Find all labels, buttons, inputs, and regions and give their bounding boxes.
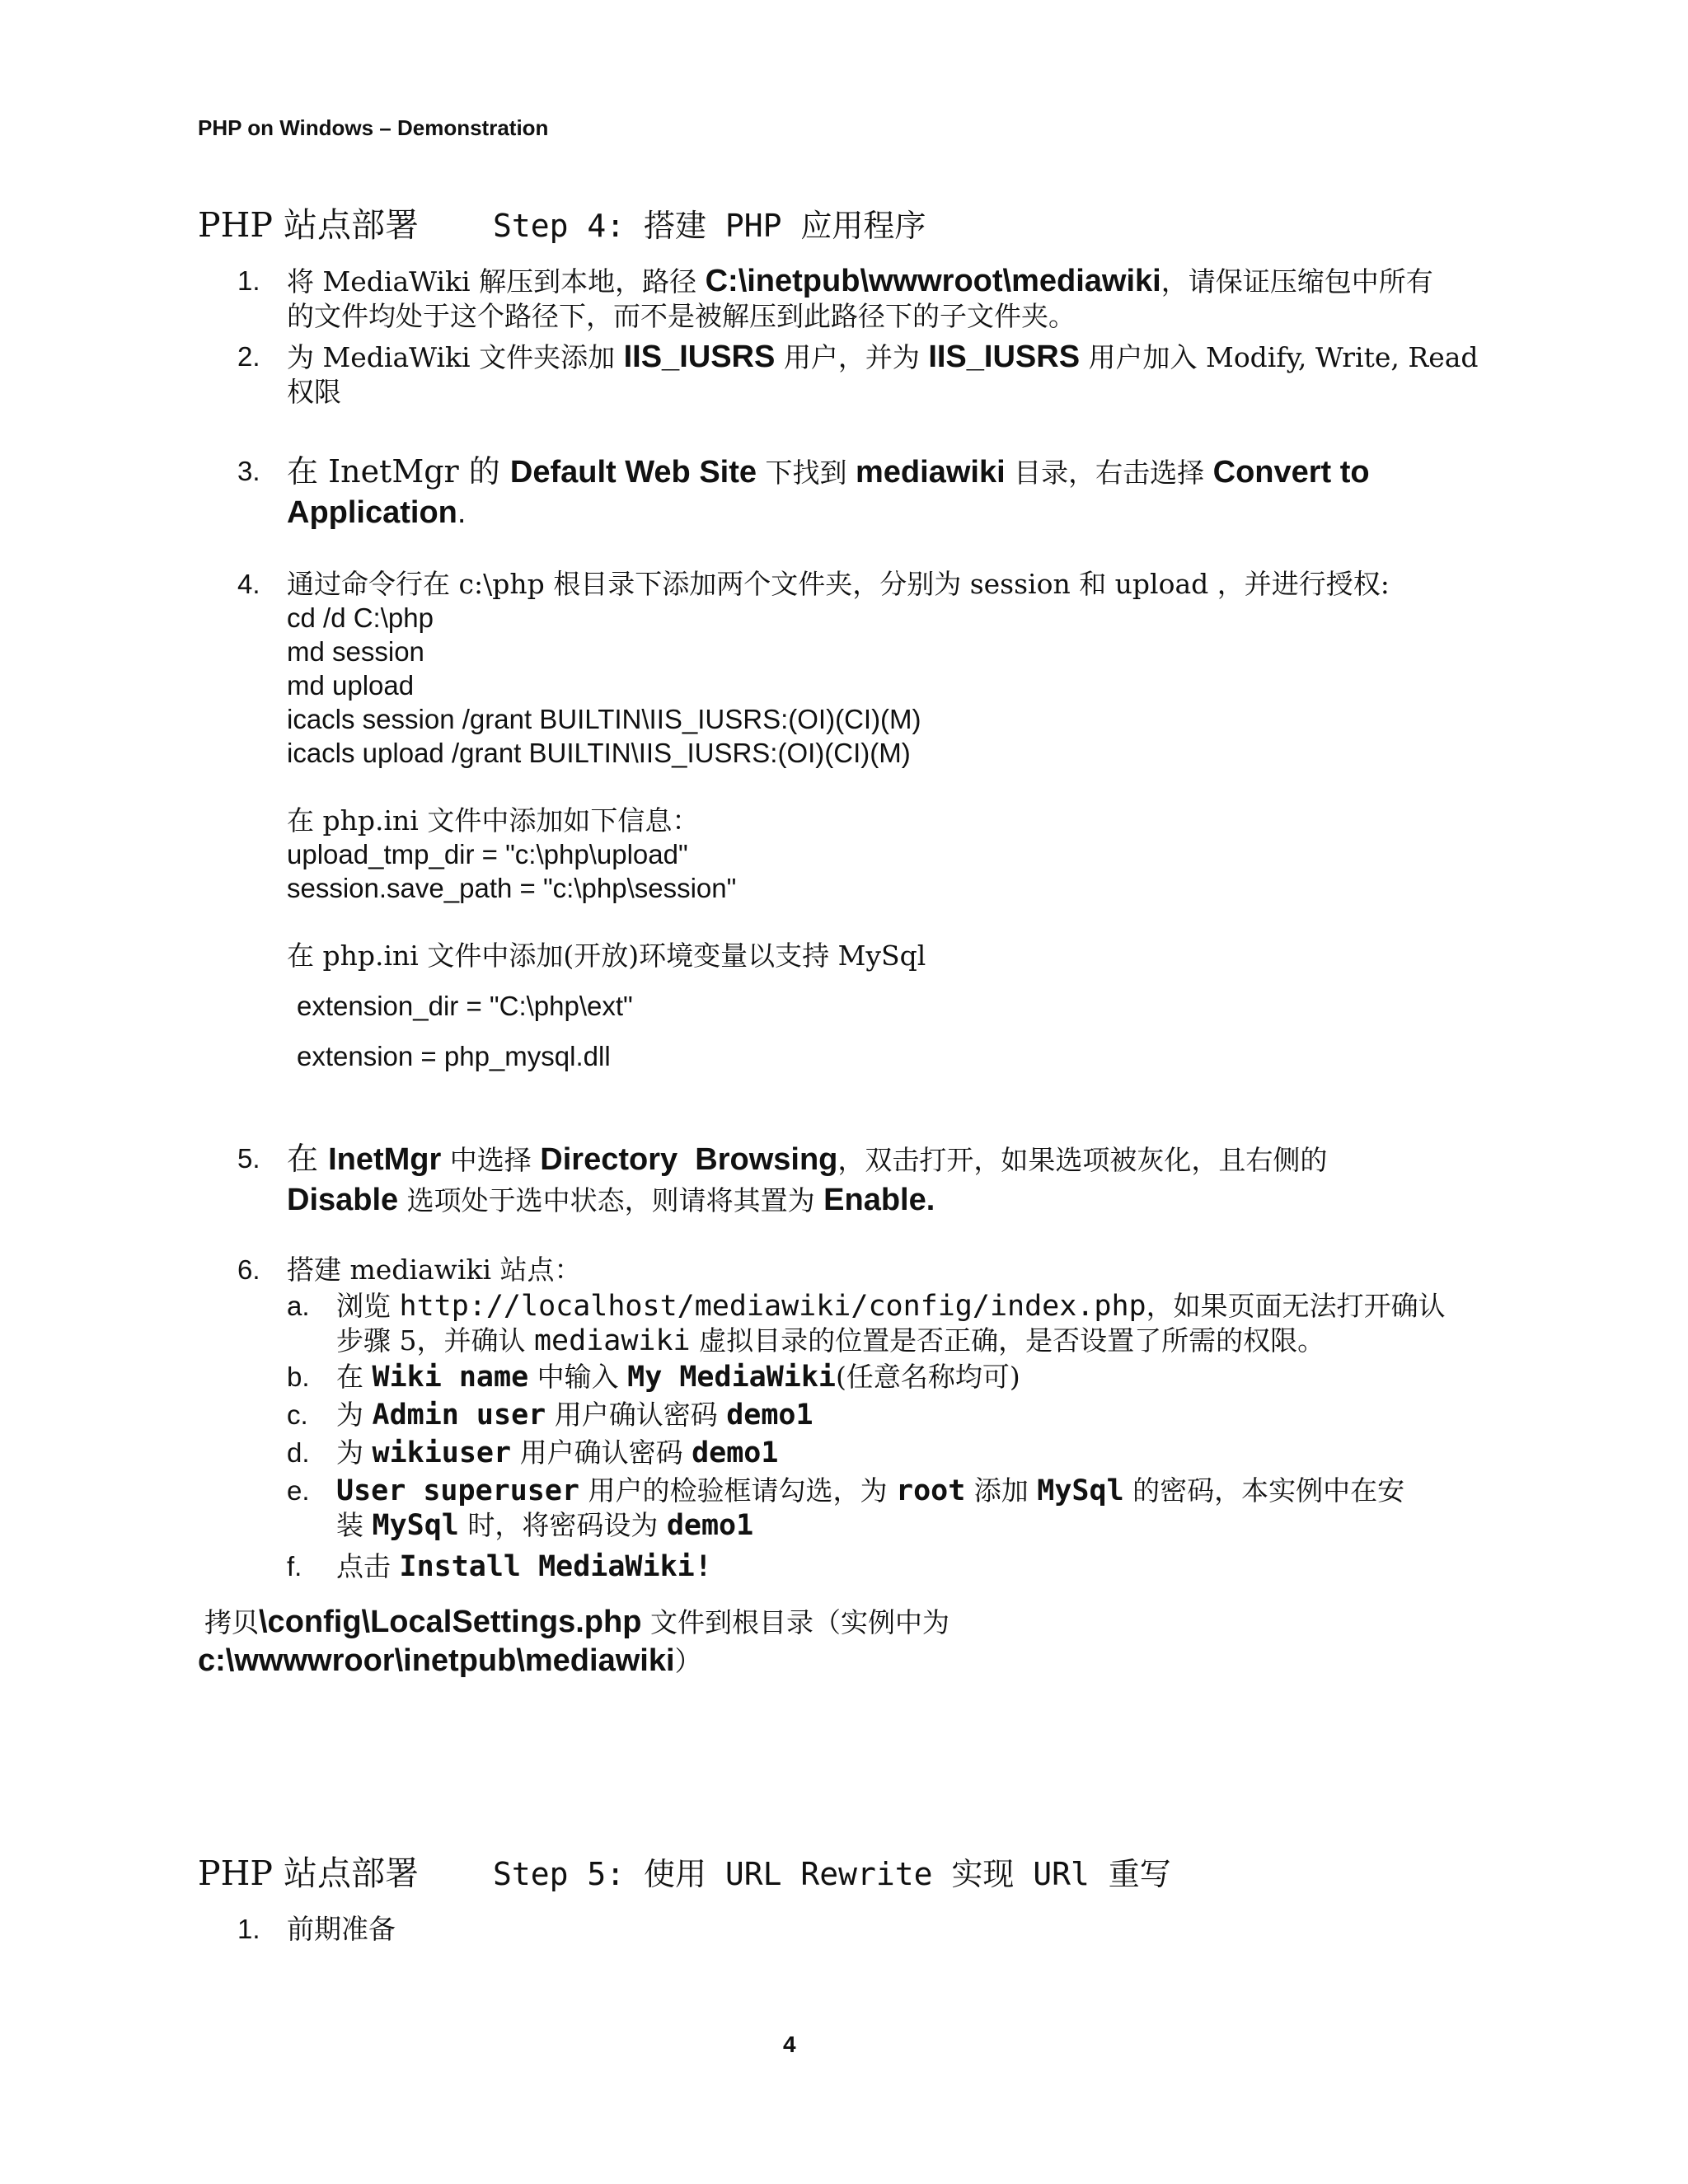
text: 权限 [287,376,341,408]
config-line: extension = php_mysql.dll [297,1041,611,1071]
sub-letter: b. [287,1361,310,1392]
text: ，双击打开，如果选项被灰化，且右侧的 [837,1144,1328,1176]
config-line: extension_dir = "C:\php\ext" [297,991,633,1021]
text: 在 php.ini 文件中添加如下信息： [287,804,700,837]
mono-bold-text: Install MediaWiki! [399,1550,712,1583]
bold-text: Disable [287,1183,399,1217]
list-item-content [287,264,1433,334]
text: ，请保证压缩包中所有 [1160,265,1433,298]
list-number: 3. [237,456,260,486]
step4-title: Step 4: 搭建 PHP 应用程序 [492,208,926,244]
mono-text: mediawiki [533,1324,691,1357]
text: 的文件均处于这个路径下，而不是被解压到此路径下的子文件夹。 [287,300,1076,332]
sub-item-content [336,1289,1446,1358]
bold-text: Application [287,495,457,530]
sub-item-content [336,1474,1404,1543]
sub-letter: f. [287,1551,302,1582]
text: 为 [336,1436,373,1469]
text: 用户确认密码 [511,1436,692,1469]
sub-item-content [336,1398,814,1432]
text: 将 MediaWiki 解压到本地，路径 [287,265,706,298]
mono-bold-text: wikiuser [372,1436,512,1469]
text: ） [674,1645,702,1677]
list-number: 2. [237,341,260,372]
bold-text: mediawiki [856,455,1006,490]
config-line: upload_tmp_dir = "c:\php\upload" [287,839,688,869]
step5-title: Step 5: 使用 URL Rewrite 实现 URl 重写 [492,1856,1171,1892]
list-number: 5. [237,1143,260,1174]
text: . [926,1183,935,1217]
list-number: 1. [237,1914,260,1944]
bold-path: \config\LocalSettings.php [259,1605,642,1639]
bold-text: Directory Browsing [540,1142,838,1177]
command-line: icacls upload /grant BUILTIN\IIS_IUSRS:(OI)(CI)(M) [287,738,911,768]
text: 下找到 [757,457,856,489]
list-item-content [287,1139,1327,1221]
text: 选项处于选中状态，则请将其置为 [398,1184,824,1216]
mono-bold-text: MySql [372,1509,459,1542]
text: 用户的检验框请勾选，为 [579,1474,896,1507]
list-number: 1. [237,265,260,296]
command-line: cd /d C:\php [287,602,434,633]
text: 拷贝 [204,1606,259,1638]
bold-text: IIS_IUSRS [928,340,1081,374]
text: 添加 [965,1474,1038,1507]
text: 通过命令行在 c:\php 根目录下添加两个文件夹，分别为 session 和 upload ，并进行授权: [287,568,1390,600]
sub-letter: d. [287,1437,310,1468]
text: 在 [287,1141,329,1177]
bold-text: InetMgr [328,1142,442,1177]
text: 时，将密码设为 [458,1509,667,1541]
text: 在 InetMgr 的 [287,453,510,490]
text: 的密码，本实例中在安 [1123,1474,1405,1507]
text: 在 [336,1361,373,1393]
command-line: md upload [287,670,415,701]
command-line: md session [287,636,424,667]
mono-bold-text: root [896,1474,966,1507]
running-header: PHP on Windows – Demonstration [198,115,549,140]
bold-text: Convert to [1212,455,1370,490]
bold-path: c:\wwwwroor\inetpub\mediawiki [198,1643,675,1678]
text: ，如果页面无法打开确认 [1146,1290,1446,1322]
text: 前期准备 [287,1913,396,1945]
step5-heading [198,1846,1171,1895]
text: 浏览 [336,1290,400,1322]
step5-prefix: PHP 站点部署 [198,1854,419,1893]
mono-bold-text: demo1 [692,1436,779,1469]
sub-item-content [336,1360,1020,1394]
list-number: 4. [237,569,260,599]
text: 在 php.ini 文件中添加(开放)环境变量以支持 MySql [287,940,926,972]
bold-text: Default Web Site [509,455,757,490]
step4-heading [198,198,926,246]
list-item-content [287,1253,582,1287]
list-item-content [287,340,1479,410]
text: 虚拟目录的位置是否正确，是否设置了所需的权限。 [690,1324,1325,1357]
sub-item-content [336,1436,778,1470]
sub-letter: c. [287,1399,308,1430]
text: 中选择 [441,1144,541,1176]
text: 步骤 5，并确认 [336,1324,534,1357]
text: 搭建 mediawiki 站点： [287,1254,582,1286]
text: 装 [336,1509,373,1541]
text: 用户确认密码 [546,1399,727,1431]
step4-prefix: PHP 站点部署 [198,205,419,245]
page-number: 4 [783,2032,796,2057]
list-item-content [287,567,1390,1073]
sub-letter: a. [287,1291,310,1321]
text: 为 MediaWiki 文件夹添加 [287,341,624,373]
copy-note [198,1603,950,1680]
bold-text: Enable [823,1183,926,1217]
mono-bold-text: Admin user [372,1399,546,1432]
text: 中输入 [528,1361,628,1393]
bold-path: C:\inetpub\wwwroot\mediawiki [705,264,1161,298]
list-number: 6. [237,1254,260,1285]
mono-bold-text: User superuser [336,1474,580,1507]
config-line: session.save_path = "c:\php\session" [287,873,737,903]
mono-bold-text: Wiki name [372,1361,529,1394]
text: (任意名称均可) [836,1361,1020,1393]
mono-bold-text: MySql [1037,1474,1124,1507]
text: 点击 [336,1550,400,1582]
mono-bold-text: demo1 [726,1399,814,1432]
mono-bold-text: demo1 [666,1509,754,1542]
text: 文件到根目录（实例中为 [641,1606,950,1638]
sub-item-content [336,1549,712,1584]
sub-letter: e. [287,1475,310,1506]
text: 用户，并为 [775,341,929,373]
mono-bold-text: My MediaWiki [627,1361,837,1394]
command-line: icacls session /grant BUILTIN\IIS_IUSRS:(OI)(CI)(M) [287,704,921,734]
text: 为 [336,1399,373,1431]
text: . [457,495,467,530]
url-text: http://localhost/mediawiki/config/index.php [399,1290,1146,1323]
text: 用户加入 Modify, Write, Read [1080,341,1479,373]
list-item-content [287,452,1370,532]
bold-text: IIS_IUSRS [623,340,776,374]
text: 目录，右击选择 [1005,457,1213,489]
list-item-content [287,1912,396,1947]
